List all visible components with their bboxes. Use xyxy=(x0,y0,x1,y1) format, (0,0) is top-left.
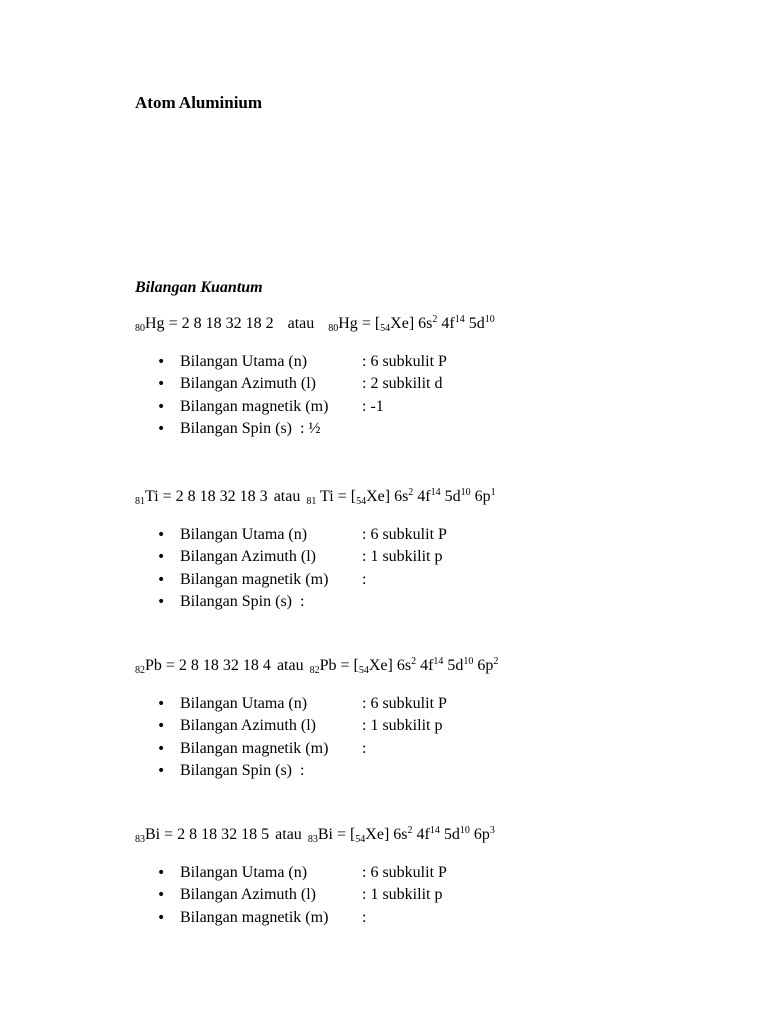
quantum-number-list xyxy=(135,351,495,441)
atomic-number: 80 xyxy=(135,323,145,334)
equals-bracket: = [ xyxy=(332,826,356,843)
property-label: Bilangan Utama (n) xyxy=(180,695,308,712)
list-item xyxy=(135,884,495,906)
property-label: Bilangan Spin (s) xyxy=(180,762,292,780)
quantum-number-list xyxy=(135,693,498,783)
orbital: 6s xyxy=(390,488,409,505)
orbital-electrons: 2 xyxy=(408,487,414,498)
orbital: 6p xyxy=(470,488,491,505)
property-label: Bilangan Azimuth (l) xyxy=(180,886,316,904)
equals-bracket: = [ xyxy=(336,657,359,674)
config-line xyxy=(135,313,495,335)
orbital: 5d xyxy=(439,826,460,843)
orbital: 4f xyxy=(413,488,431,505)
orbital-electrons: 2 xyxy=(411,656,417,667)
section-title: Bilangan Kuantum xyxy=(135,279,263,296)
list-item xyxy=(135,907,495,929)
list-item xyxy=(135,591,496,613)
orbital-electrons: 2 xyxy=(493,656,499,667)
property-label: Bilangan Azimuth (l) xyxy=(180,548,316,566)
property-value: : -1 xyxy=(362,397,384,415)
atomic-number: 81 xyxy=(306,496,317,507)
shell-config: = 2 8 18 32 18 2 xyxy=(164,315,274,332)
orbital-electrons: 10 xyxy=(459,825,470,836)
orbital: 6s xyxy=(389,826,408,843)
orbital-electrons: 2 xyxy=(432,314,438,325)
element-symbol: Ti xyxy=(145,488,159,505)
orbital-electrons: 3 xyxy=(489,825,495,836)
equals-bracket: = [ xyxy=(357,315,381,332)
element-block-bi xyxy=(135,824,495,929)
connector-text: atau xyxy=(273,488,301,505)
orbital: 6s xyxy=(414,315,433,332)
core-atomic-number: 54 xyxy=(356,496,367,507)
property-value: : 2 subkilit d xyxy=(362,375,443,393)
orbital: 4f xyxy=(416,657,434,674)
property-label: Bilangan magnetik (m) xyxy=(180,570,329,588)
list-item xyxy=(135,373,495,395)
property-value: : xyxy=(362,908,367,926)
orbital-electrons: 1 xyxy=(490,487,496,498)
quantum-number-list xyxy=(135,524,496,614)
element-symbol: Ti xyxy=(316,488,334,505)
orbital-electrons: 14 xyxy=(430,487,441,498)
atomic-number: 80 xyxy=(328,323,339,334)
element-symbol: Pb xyxy=(145,657,162,674)
atomic-number: 83 xyxy=(135,834,145,845)
list-item xyxy=(135,715,498,737)
list-item xyxy=(135,396,495,418)
list-item xyxy=(135,738,498,760)
atomic-number: 81 xyxy=(135,496,145,507)
noble-core: Xe] xyxy=(366,488,391,505)
orbital-electrons: 14 xyxy=(433,656,444,667)
property-label: Bilangan magnetik (m) xyxy=(180,739,329,757)
property-value: : 6 subkulit P xyxy=(362,526,447,543)
list-item xyxy=(135,351,495,373)
atomic-number: 82 xyxy=(309,665,320,676)
noble-core: Xe] xyxy=(390,315,415,332)
property-value: : 1 subkilit p xyxy=(362,548,443,566)
property-label: Bilangan magnetik (m) xyxy=(180,397,329,415)
property-label: Bilangan Utama (n) xyxy=(180,353,308,370)
orbital: 4f xyxy=(412,826,430,843)
orbital: 6p xyxy=(469,826,490,843)
element-block-pb xyxy=(135,655,498,783)
equals-bracket: = [ xyxy=(333,488,357,505)
document-title: Atom Aluminium xyxy=(135,93,263,112)
list-item xyxy=(135,524,496,546)
connector-text: atau xyxy=(287,315,315,332)
shell-config: = 2 8 18 32 18 3 xyxy=(158,488,268,505)
list-item xyxy=(135,546,496,568)
orbital: 5d xyxy=(464,315,485,332)
shell-config: = 2 8 18 32 18 5 xyxy=(160,826,270,843)
property-value: : ½ xyxy=(300,420,321,438)
property-label: Bilangan Spin (s) xyxy=(180,420,292,438)
config-line xyxy=(135,655,498,677)
property-value: : xyxy=(300,593,305,611)
core-atomic-number: 54 xyxy=(358,665,369,676)
orbital: 5d xyxy=(443,657,464,674)
connector-text: atau xyxy=(275,826,302,843)
property-label: Bilangan Azimuth (l) xyxy=(180,375,316,393)
config-line xyxy=(135,486,496,508)
core-atomic-number: 54 xyxy=(380,323,391,334)
config-line xyxy=(135,824,495,846)
orbital-electrons: 10 xyxy=(460,487,471,498)
element-symbol: Bi xyxy=(317,826,333,843)
property-value: : xyxy=(362,570,367,588)
list-item xyxy=(135,569,496,591)
orbital-electrons: 14 xyxy=(429,825,440,836)
orbital: 6p xyxy=(473,657,494,674)
property-value: : xyxy=(300,762,305,780)
property-value: : 6 subkulit P xyxy=(362,353,447,370)
list-item xyxy=(135,693,498,715)
orbital-electrons: 2 xyxy=(407,825,413,836)
connector-text: atau xyxy=(276,657,304,674)
atomic-number: 83 xyxy=(307,834,318,845)
atomic-number: 82 xyxy=(135,665,145,676)
orbital-electrons: 14 xyxy=(454,314,465,325)
property-label: Bilangan Utama (n) xyxy=(180,864,308,881)
property-label: Bilangan Azimuth (l) xyxy=(180,717,316,735)
property-label: Bilangan Utama (n) xyxy=(180,526,308,543)
property-value: : 1 subkilit p xyxy=(362,717,443,735)
core-atomic-number: 54 xyxy=(355,834,366,845)
noble-core: Xe] xyxy=(368,657,393,674)
property-value: : xyxy=(362,739,367,757)
property-value: : 6 subkulit P xyxy=(362,695,447,712)
list-item xyxy=(135,862,495,884)
element-symbol: Pb xyxy=(319,657,337,674)
shell-config: = 2 8 18 32 18 4 xyxy=(161,657,271,674)
property-value: : 1 subkilit p xyxy=(362,886,443,904)
property-label: Bilangan Spin (s) xyxy=(180,593,292,611)
orbital-electrons: 10 xyxy=(463,656,474,667)
noble-core: Xe] xyxy=(365,826,390,843)
orbital: 6s xyxy=(392,657,412,674)
property-value: : 6 subkulit P xyxy=(362,864,447,881)
element-block-ti xyxy=(135,486,496,614)
element-symbol: Hg xyxy=(338,315,358,332)
element-symbol: Hg xyxy=(145,315,165,332)
orbital-electrons: 10 xyxy=(484,314,495,325)
element-symbol: Bi xyxy=(145,826,161,843)
element-block-hg xyxy=(135,313,495,441)
quantum-number-list xyxy=(135,862,495,929)
list-item xyxy=(135,418,495,440)
orbital: 5d xyxy=(440,488,461,505)
property-label: Bilangan magnetik (m) xyxy=(180,908,329,926)
orbital: 4f xyxy=(437,315,455,332)
list-item xyxy=(135,760,498,782)
